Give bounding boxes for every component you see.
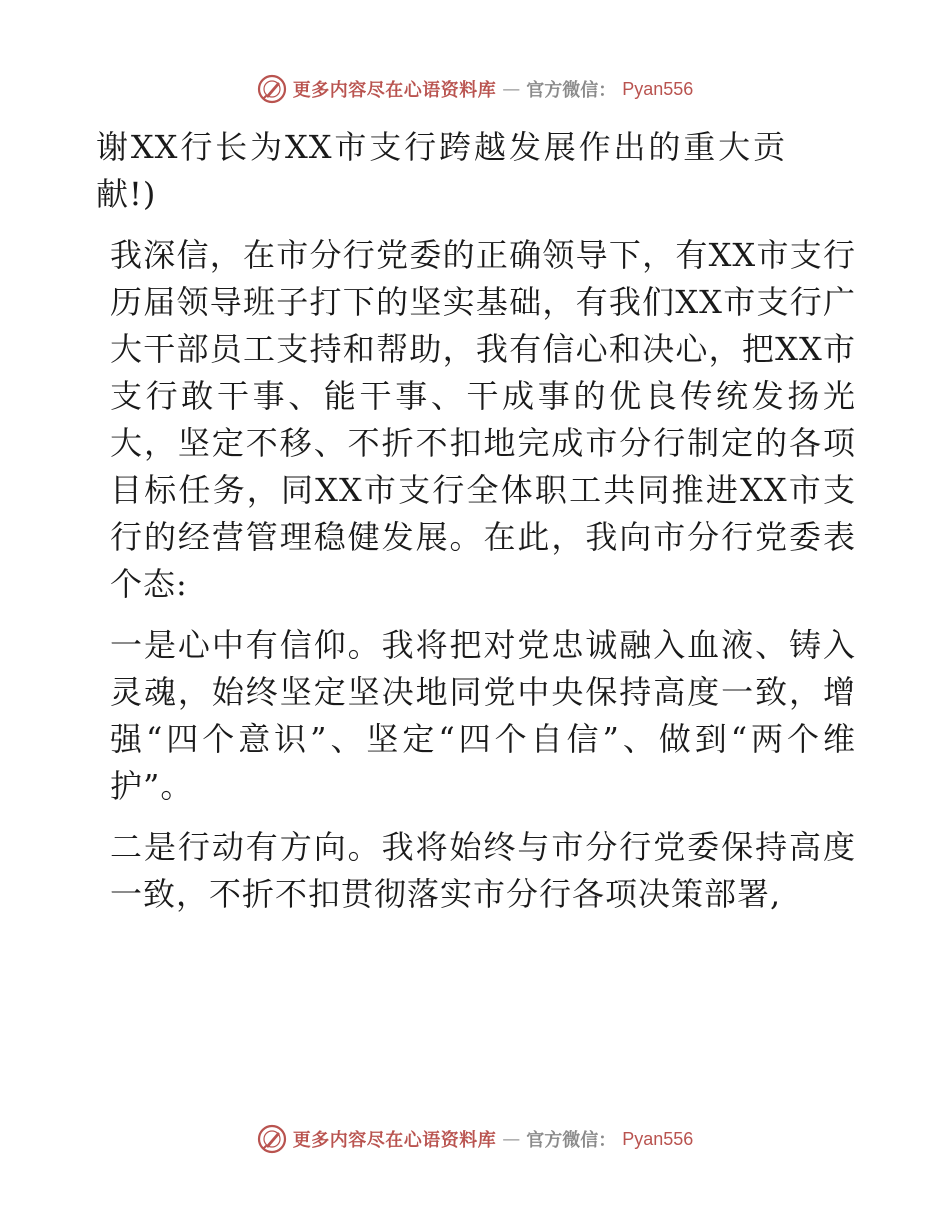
paragraph-4: 二是行动有方向。我将始终与市分行党委保持高度一致，不折不扣贯彻落实市分行各项决策部署, — [110, 828, 856, 913]
watermark-main-text: 更多内容尽在心语资料库 — [292, 1130, 497, 1151]
paragraph-3: 一是心中有信仰。我将把对党忠诚融入血液、铸入灵魂，始终坚定坚决地同党中央保持高度一致，增强“四个意识”、坚定“四个自信”、做到“两个维护”。 — [110, 626, 856, 805]
watermark-separator: — — [502, 1128, 521, 1150]
document-body — [96, 124, 856, 918]
watermark-account-id: Pyan556 — [622, 78, 694, 99]
footer-watermark — [0, 1124, 950, 1154]
watermark-official-label: 官方微信： — [526, 1130, 617, 1151]
paragraph-2: 我深信，在市分行党委的正确领导下，有XX市支行历届领导班子打下的坚实基础，有我们XX市支行广大干部员工支持和帮助，我有信心和决心，把XX市支行敢干事、能干事、干成事的优良传统发扬光大，坚定不移、不折不扣地完成市分行制定的各项目标任务，同XX市支行全体职工共同推进XX市支行的经营管理稳健发展。在此，我向市分行党委表个态: — [110, 236, 856, 603]
watermark-official-label: 官方微信： — [526, 80, 617, 101]
watermark-account-id: Pyan556 — [622, 1128, 694, 1149]
paragraph-1: 谢XX行长为XX市支行跨越发展作出的重大贡献!) — [96, 128, 786, 213]
quill-logo-icon — [257, 1124, 287, 1154]
watermark-main-text: 更多内容尽在心语资料库 — [292, 80, 497, 101]
header-watermark — [0, 74, 950, 104]
watermark-separator: — — [502, 78, 521, 100]
quill-logo-icon — [257, 74, 287, 104]
